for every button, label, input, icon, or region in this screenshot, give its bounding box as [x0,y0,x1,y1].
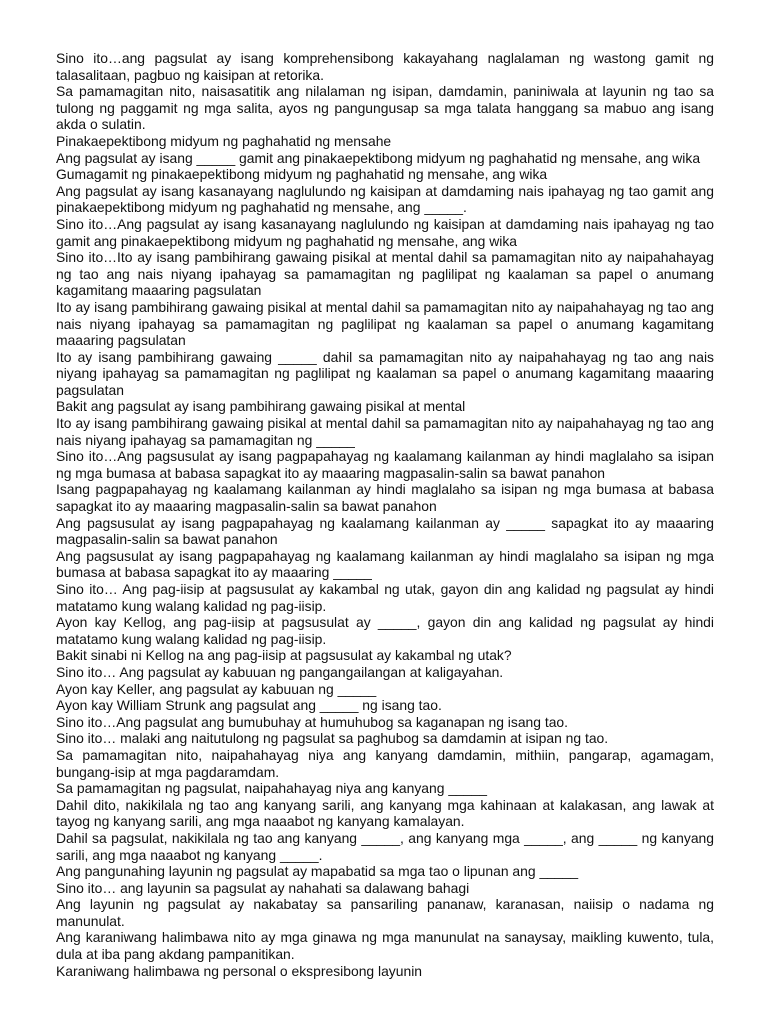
paragraph: Ayon kay Keller, ang pagsulat ay kabuuan ng _____ [56,680,377,697]
paragraph: Ito ay isang pambihirang gawaing pisikal at mental dahil sa pamamagitan nito ay naipahahayag ng tao ang nais niyang ipahayag sa pamamagitan ng _____ [56,415,714,448]
paragraph: Ang pangunahing layunin ng pagsulat ay mapabatid sa mga tao o lipunan ang _____ [56,863,579,880]
paragraph: Sino ito…Ang pagsulat ay isang kasanayang naglulundo ng kaisipan at damdaming nais ipahayag ng tao gamit ang pinakaepektibong midyum ng paghahatid ng mensahe, ang wika [56,215,714,249]
paragraph: Sa pamamagitan ng pagsulat, naipahahayag niya ang kanyang _____ [56,780,487,797]
paragraph: Dahil dito, nakikilala ng tao ang kanyang sarili, ang kanyang mga kahinaan at kalakasan, ang lawak at tayog ng kanyang sarili, ang mga naaabot ng kanyang kamalayan. [56,796,714,830]
paragraph: Sino ito… Ang pag-iisip at pagsusulat ay kakambal ng utak, gayon din ang kalidad ng pagsulat ay hindi matatamo kung walang kalidad ng pag-iisip. [56,581,714,614]
paragraph: Sino ito…Ang pagsusulat ay isang pagpapahayag ng kaalamang kailanman ay hindi maglalaho sa isipan ng mga bumasa at babasa sapagkat ito ay maaaring magpasalin-salin sa bawat panahon [56,448,714,481]
paragraph: Sino ito…Ito ay isang pambihirang gawaing pisikal at mental dahil sa pamamagitan nito ay naipahahayag ng tao ang nais niyang ipahayag sa pamamagitan ng paglilipat ng kaalaman sa papel o anumang kagamitang maaaring pagsulatan [56,249,714,299]
paragraph: Ayon kay William Strunk ang pagsulat ang _____ ng isang tao. [56,697,442,714]
paragraph: Sino ito… malaki ang naitutulong ng pagsulat sa paghubog sa damdamin at isipan ng tao. [56,730,609,747]
paragraph: Bakit ang pagsulat ay isang pambihirang gawaing pisikal at mental [56,398,466,415]
paragraph: Bakit sinabi ni Kellog na ang pag-iisip at pagsusulat ay kakambal ng utak? [56,647,512,664]
paragraph: Sa pamamagitan nito, naipahahayag niya ang kanyang damdamin, mithiin, pangarap, agamagam, bungang-isip at mga pagdaramdam. [56,746,714,780]
paragraph: Ang layunin ng pagsulat ay nakabatay sa pansariling pananaw, karanasan, naiisip o nadama ng manunulat. [56,896,714,929]
paragraph: Sino ito… Ang pagsulat ay kabuuan ng pangangailangan at kaligayahan. [56,663,504,680]
paragraph: Dahil sa pagsulat, nakikilala ng tao ang kanyang _____, ang kanyang mga _____, ang _____ ng kanyang sarili, ang mga naaabot ng kanyang _____. [56,829,714,863]
paragraph: Sino ito…Ang pagsulat ang bumubuhay at humuhubog sa kaganapan ng isang tao. [56,713,569,730]
paragraph: Isang pagpapahayag ng kaalamang kailanman ay hindi maglalaho sa isipan ng mga bumasa at babasa sapagkat ito ay maaaring magpasalin-salin sa bawat panahon [56,481,714,515]
paragraph: Sino ito… ang layunin sa pagsulat ay nahahati sa dalawang bahagi [56,879,470,896]
paragraph: Ang pagsulat ay isang kasanayang naglulundo ng kaisipan at damdaming nais ipahayag ng tao gamit ang pinakaepektibong midyum ng paghahatid ng mensahe, ang _____. [56,182,714,216]
paragraph: Pinakaepektibong midyum ng paghahatid ng mensahe [56,132,392,149]
paragraph: Ang pagsusulat ay isang pagpapahayag ng kaalamang kailanman ay _____ sapagkat ito ay maaaring magpasalin-salin sa bawat panahon [56,514,714,548]
document-body [56,50,714,979]
paragraph: Sino ito…ang pagsulat ay isang komprehensibong kakayahang naglalaman ng wastong gamit ng talasalitaan, pagbuo ng kaisipan at retorika. [56,50,714,83]
paragraph: Ito ay isang pambihirang gawaing _____ dahil sa pamamagitan nito ay naipahahayag ng tao ang nais niyang ipahayag sa pamamagitan ng paglilipat ng kaalaman sa papel o anumang kagamitang maaaring pagsulatan [56,348,714,398]
paragraph: Ang karaniwang halimbawa nito ay mga ginawa ng mga manunulat na sanaysay, maikling kuwento, tula, dula at iba pang akdang pampanitikan. [56,929,714,963]
paragraph: Karaniwang halimbawa ng personal o ekspresibong layunin [56,962,423,979]
paragraph: Ang pagsulat ay isang _____ gamit ang pinakaepektibong midyum ng paghahatid ng mensahe, ang wika [56,149,701,166]
paragraph: Ito ay isang pambihirang gawaing pisikal at mental dahil sa pamamagitan nito ay naipahahayag ng tao ang nais niyang ipahayag sa pamamagitan ng paglilipat ng kaalaman sa papel o anumang kagamitang maaaring pagsulatan [56,298,714,349]
paragraph: Sa pamamagitan nito, naisasatitik ang nilalaman ng isipan, damdamin, paniniwala at layunin ng tao sa tulong ng paggamit ng mga salita, ayos ng pangungusap sa mga talata hanggang sa mabuo ang isang akda o sulatin. [56,83,714,133]
paragraph: Ayon kay Kellog, ang pag-iisip at pagsusulat ay _____, gayon din ang kalidad ng pagsulat ay hindi matatamo kung walang kalidad ng pag-iisip. [56,614,714,647]
paragraph: Ang pagsusulat ay isang pagpapahayag ng kaalamang kailanman ay hindi maglalaho sa isipan ng mga bumasa at babasa sapagkat ito ay maaaring _____ [56,547,714,581]
paragraph: Gumagamit ng pinakaepektibong midyum ng paghahatid ng mensahe, ang wika [56,166,548,183]
